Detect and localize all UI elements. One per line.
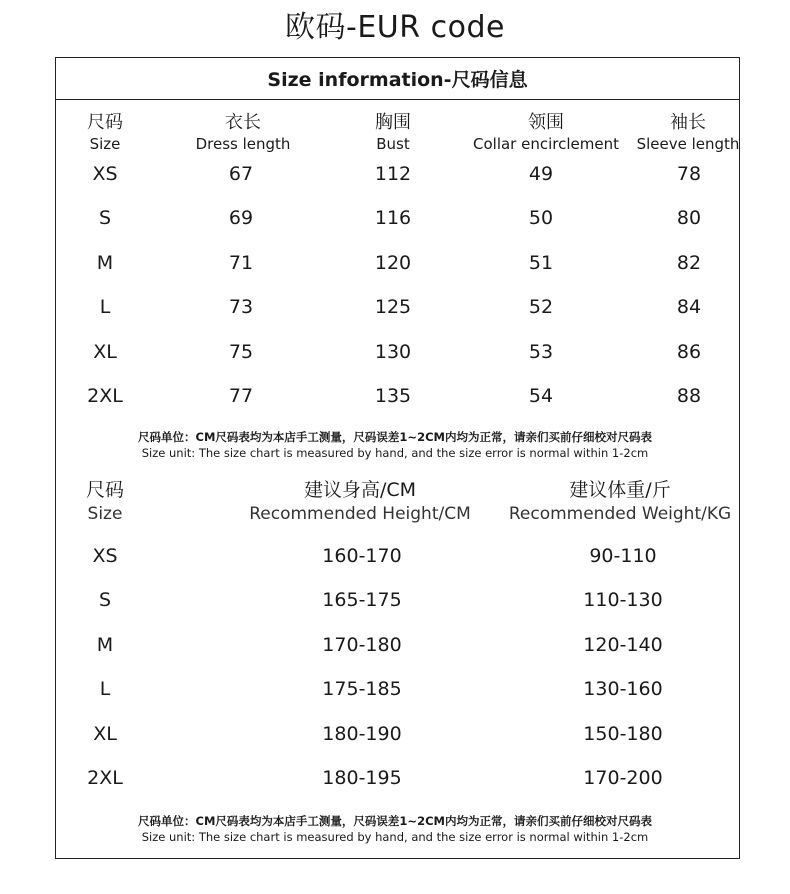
cell: 78 <box>676 163 702 185</box>
header-cn: 尺码 <box>85 479 125 501</box>
table1-caption: Size information-尺码信息 <box>55 57 740 100</box>
cell: 112 <box>374 163 412 185</box>
cell: 125 <box>374 296 412 318</box>
cell: 165-175 <box>322 589 402 611</box>
cell: 54 <box>528 385 554 407</box>
cell: 82 <box>676 252 702 274</box>
cell: 50 <box>528 207 554 229</box>
table1-header-bust <box>375 112 411 154</box>
header-cn: 尺码 <box>87 112 123 133</box>
header-cn: 建议身高/CM <box>303 479 417 501</box>
cell: 130 <box>374 341 412 363</box>
cell: 130-160 <box>583 678 663 700</box>
header-cn: 领围 <box>527 112 564 133</box>
note-cn: 尺码单位：CM尺码表均为本店手工测量，尺码误差1~2CM内均为正常，请亲们买前仔细校对尺码表 <box>138 814 652 828</box>
cell: 180-190 <box>322 723 402 745</box>
header-cn: 胸围 <box>375 112 411 133</box>
header-en: Size <box>87 504 123 524</box>
cell: 90-110 <box>589 545 657 567</box>
cell: L <box>99 296 111 318</box>
note-cn: 尺码单位：CM尺码表均为本店手工测量，尺码误差1~2CM内均为正常，请亲们买前仔细校对尺码表 <box>138 430 652 444</box>
table2-header-weight <box>509 478 731 526</box>
cell: 88 <box>676 385 702 407</box>
cell: 84 <box>676 296 702 318</box>
cell: XL <box>93 341 117 363</box>
cell: 160-170 <box>322 545 402 567</box>
cell: 77 <box>228 385 254 407</box>
header-cn: 衣长 <box>224 112 261 133</box>
cell: 2XL <box>87 767 123 789</box>
header-en: Size <box>89 135 121 153</box>
table2-header-size <box>86 478 124 526</box>
cell: 73 <box>228 296 254 318</box>
cell: 120 <box>374 252 412 274</box>
header-en: Sleeve length <box>636 135 740 153</box>
cell: 86 <box>676 341 702 363</box>
table1-note <box>0 429 790 461</box>
cell: XS <box>92 545 118 567</box>
cell: 135 <box>374 385 412 407</box>
cell: 67 <box>228 163 254 185</box>
header-cn: 建议体重/斤 <box>569 479 671 501</box>
cell: XL <box>93 723 117 745</box>
cell: XS <box>92 163 118 185</box>
cell: S <box>98 207 112 229</box>
cell: 53 <box>528 341 554 363</box>
table1-header-size <box>87 112 123 154</box>
header-cn: 袖长 <box>670 112 706 133</box>
header-en: Recommended Height/CM <box>249 504 471 524</box>
cell: 80 <box>676 207 702 229</box>
cell: S <box>98 589 112 611</box>
cell: 2XL <box>87 385 123 407</box>
table1-header-sleeve <box>637 112 740 154</box>
page-title: 欧码-EUR code <box>285 10 505 45</box>
cell: 49 <box>528 163 554 185</box>
cell: 71 <box>228 252 254 274</box>
table2-header-height <box>249 478 471 526</box>
cell: 120-140 <box>583 634 663 656</box>
table1-header-collar <box>473 112 619 154</box>
cell: 110-130 <box>583 589 663 611</box>
cell: M <box>96 252 114 274</box>
cell: L <box>99 678 111 700</box>
cell: 52 <box>528 296 554 318</box>
cell: 170-180 <box>322 634 402 656</box>
cell: 170-200 <box>583 767 663 789</box>
cell: 175-185 <box>322 678 402 700</box>
header-en: Recommended Weight/KG <box>508 504 732 524</box>
note-en: Size unit: The size chart is measured by hand, and the size error is normal within 1-2cm <box>141 830 649 844</box>
cell: 150-180 <box>583 723 663 745</box>
cell: 75 <box>228 341 254 363</box>
cell: M <box>96 634 114 656</box>
cell: 69 <box>228 207 254 229</box>
note-en: Size unit: The size chart is measured by hand, and the size error is normal within 1-2cm <box>141 446 649 460</box>
table1-header-dress-length <box>196 112 291 154</box>
cell: 180-195 <box>322 767 402 789</box>
header-en: Bust <box>376 135 410 153</box>
header-en: Dress length <box>195 135 291 153</box>
cell: 116 <box>374 207 412 229</box>
header-en: Collar encirclement <box>473 135 619 153</box>
table2-note <box>0 813 790 845</box>
cell: 51 <box>528 252 554 274</box>
